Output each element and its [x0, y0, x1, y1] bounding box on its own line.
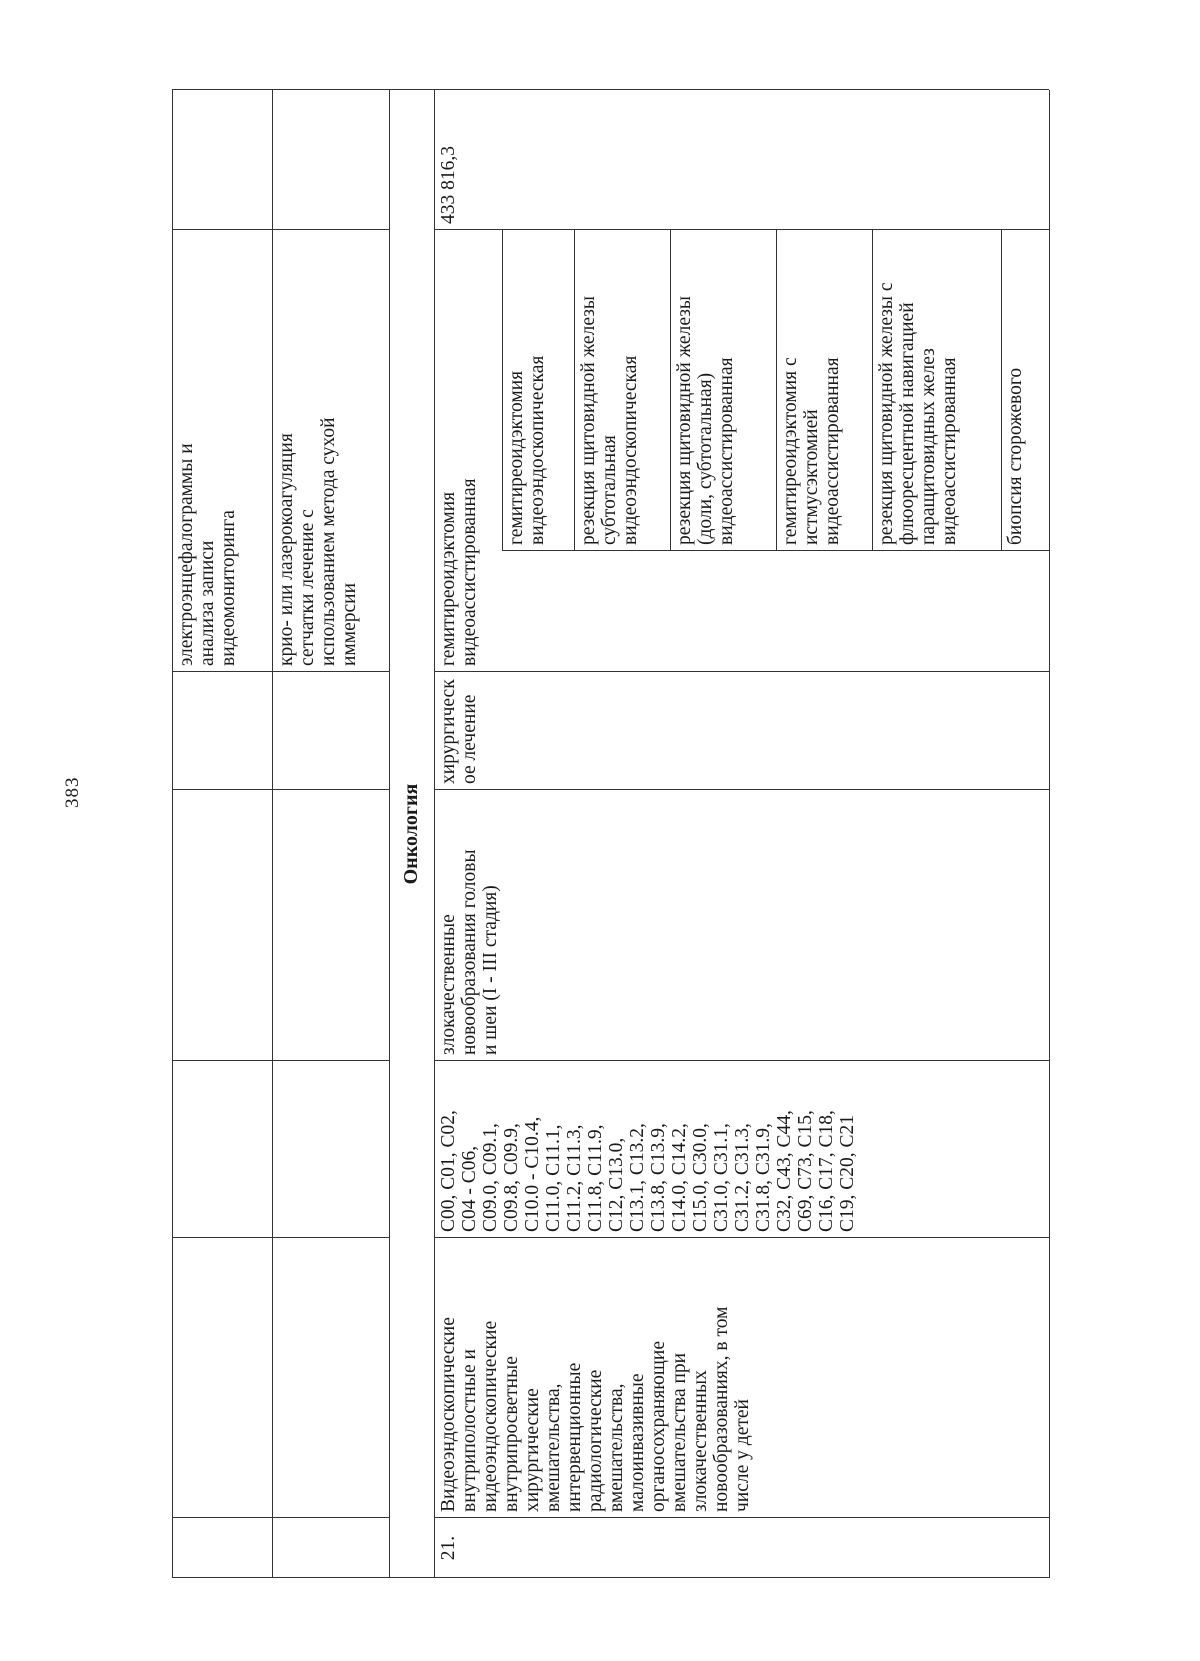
row-21-method: резекция щитовидной железы с флюоресцентной навигацией паращитовидных желез видеоассистированная	[876, 282, 960, 545]
row-21-method: гемитиреоидэктомия видеоэндоскопическая	[506, 355, 548, 545]
column-divider	[172, 1517, 389, 1518]
prev-row-1-method: электроэнцефалограммы и анализа записи видеомониторинга	[176, 443, 239, 666]
row-21-method: биопсия сторожевого	[1005, 367, 1026, 545]
row-21-number: 21.	[438, 1535, 459, 1561]
column-divider	[172, 1060, 389, 1061]
row-21-method: гемитиреоидэктомия видеоассистированная	[438, 478, 480, 666]
row-21-method: резекция щитовидной железы (доли, субтотальная) видеоассистированная	[674, 295, 737, 545]
row-21-model: злокачественные новообразования головы и шеи (I - III стадия)	[438, 849, 501, 1055]
rotated-page-content	[172, 90, 1049, 1578]
table-border-bottom	[1049, 90, 1050, 1578]
column-divider	[172, 789, 389, 790]
row-21-treatment-type: хирургическ ое лечение	[438, 679, 480, 784]
row-21-method: гемитиреоидэктомия с истмусэктомией видеоассистированная	[780, 357, 843, 545]
row-21-method: резекция щитовидной железы субтотальная видеоэндоскопическая	[578, 295, 641, 545]
services-table	[172, 90, 1049, 1578]
column-divider	[172, 1237, 389, 1238]
row-21-codes: C00, C01, C02, C04 - C06, C09.0, C09.1, C09.8, C09.9, C10.0 - C10.4, C11.0, C11.1, C11.2, C11.3, C11.8, C11.9, C12, C13.0, C13.1, C13.2, C13.8, C13.9, C14.0, C14.2, C15.0, C30.0, C31.0, C31.1, C31.2, C31.3, C31.8, C31.9, C32, C43, C44, C69, C73, C15, C16, C17, C18, C19, C20, C21	[438, 1110, 858, 1232]
section-title: Онкология	[400, 783, 422, 885]
prev-row-2-method: крио- или лазерокоагуляция сетчатки лечение с использованием метода сухой иммерсии	[276, 417, 360, 666]
row-21-name: Видеоэндоскопические внутриполостные и видеоэндоскопические внутрипросветные хирургические вмешательства, интервенционные радиологические вмешательства, малоинвазивные органосохраняющие вмешательства при злокачественных новообразованиях, в том числе у детей	[438, 1306, 753, 1512]
row-21-cost: 433 816,3	[438, 146, 459, 224]
page-number: 383	[62, 776, 83, 808]
